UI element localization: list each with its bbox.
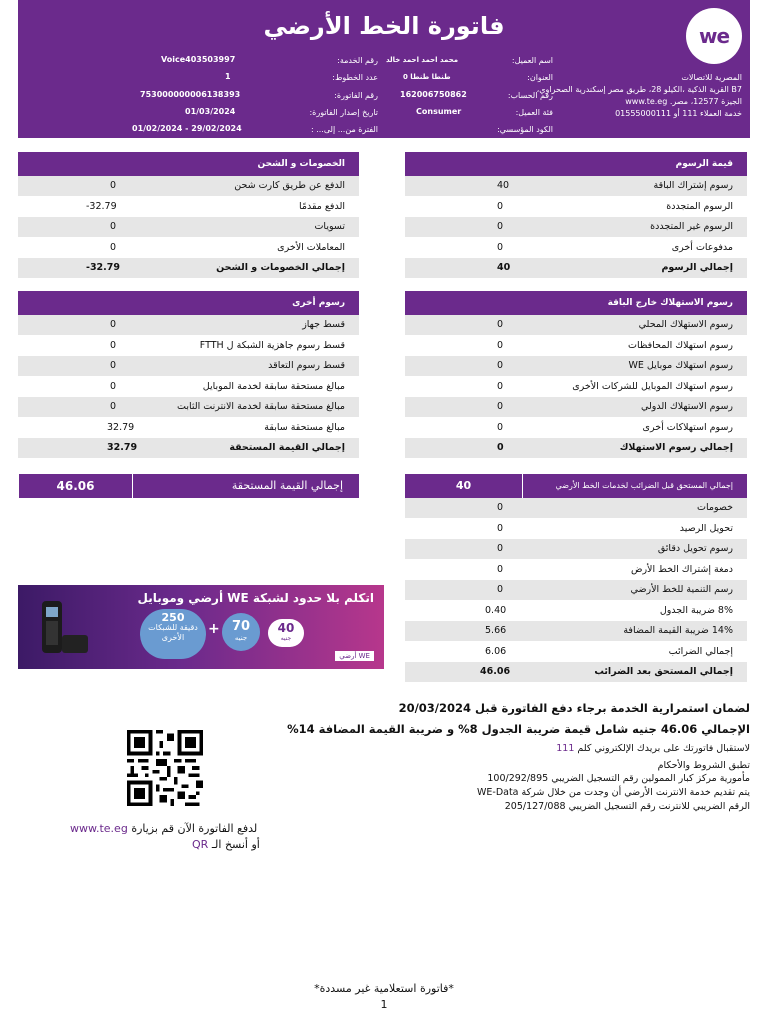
address-label: العنوان: — [527, 73, 553, 82]
taxes-table — [405, 474, 747, 683]
table-row: قسط رسوم التعاقد 0 — [18, 356, 359, 377]
table-row: رسوم استهلاك الموبايل للشركات الأخرى 0 — [405, 377, 747, 398]
billing-period: 01/02/2024 - 29/02/2024 — [132, 124, 242, 133]
lines-count-label: عدد الخطوط: — [332, 73, 378, 82]
tax-office-note: مأمورية مركز كبار الممولين رقم التسجيل الضريبي 100/292/895 — [487, 773, 750, 784]
customer-name: محمد احمد احمد خالد — [386, 56, 459, 64]
table-total-row: إجمالي رسوم الاستهلاك 0 — [405, 438, 747, 459]
invoice-no-label: رقم الفاتورة: — [334, 91, 378, 100]
taxes-header — [405, 474, 747, 498]
account-no-label: رقم الحساب: — [507, 91, 553, 100]
offer-70-badge: 70 جنيه — [222, 613, 260, 651]
amount-due-value: 46.06 — [18, 474, 132, 498]
total-note: الإجمالي 46.06 جنيه شامل قيمة ضريبة الجدول 8% و ضريبة القيمة المضافة 14% — [287, 722, 750, 736]
website-link[interactable]: www.te.eg — [70, 822, 128, 835]
other-fees-table-header: رسوم أخرى — [18, 291, 359, 315]
usage-table-header: رسوم الاستهلاك خارج الباقة — [405, 291, 747, 315]
table-row: إجمالي الضرائب 6.06 — [405, 642, 747, 663]
qr-code[interactable] — [125, 730, 205, 806]
discounts-table-header: الخصومات و الشحن — [18, 152, 359, 176]
banner-headline: اتكلم بلا حدود لشبكة WE أرضي وموبايل — [137, 591, 374, 605]
table-row: رسوم استهلاك موبايل WE 0 — [405, 356, 747, 377]
pre-tax-total: 40 — [405, 474, 523, 498]
promo-banner[interactable] — [18, 585, 384, 669]
offer-minutes-badge: 250 دقيقة للشبكات الأخرى — [140, 609, 206, 659]
table-row: رسم التنمية للخط الأرضي 0 — [405, 580, 747, 601]
qr-instruction: أو أنسخ الـ QR — [192, 838, 260, 851]
other-fees-table — [18, 291, 359, 459]
customer-class-label: فئة العميل: — [515, 108, 553, 117]
page-number: 1 — [380, 998, 388, 1011]
table-total-row: إجمالي الرسوم 40 — [405, 258, 747, 279]
table-row: 8% ضريبة الجدول 0.40 — [405, 601, 747, 622]
invoice-no: 753000000006138393 — [140, 90, 241, 99]
table-row: رسوم الاستهلاك المحلي 0 — [405, 315, 747, 336]
service-no: Voice403503997 — [161, 55, 236, 64]
table-row: مبالغ مستحقة سابقة لخدمة الانترنت الثابت 0 — [18, 397, 359, 418]
amount-due-bar — [18, 474, 359, 498]
account-no: 162006750862 — [400, 90, 467, 99]
email-note: لاستقبال فاتورتك على بريدك الإلكتروني كلم 111 — [556, 743, 750, 754]
table-row: رسوم الاستهلاك الدولي 0 — [405, 397, 747, 418]
table-row: قسط جهاز 0 — [18, 315, 359, 336]
table-row: مبالغ مستحقة سابقة 32.79 — [18, 418, 359, 439]
table-total-row: إجمالي القيمة المستحقة 32.79 — [18, 438, 359, 459]
usage-table — [405, 291, 747, 459]
table-row: رسوم استهلاك المحافظات 0 — [405, 336, 747, 357]
table-row: تسويات 0 — [18, 217, 359, 238]
issue-date-label: تاريخ إصدار الفاتورة: — [309, 108, 378, 117]
plus-icon: + — [208, 621, 220, 637]
internet-provider-note: يتم تقديم خدمة الانترنت الأرضي أن وجدت من خلال شركة WE-Data — [477, 787, 750, 798]
table-row: الرسوم غير المتجددة 0 — [405, 217, 747, 238]
table-row: الدفع عن طريق كارت شحن 0 — [18, 176, 359, 197]
table-row: رسوم تحويل دقائق 0 — [405, 539, 747, 560]
we-logo: we — [686, 8, 742, 64]
table-row: الدفع مقدمًا -32.79 — [18, 197, 359, 218]
table-row: رسوم إشتراك الباقة 40 — [405, 176, 747, 197]
table-row: المعاملات الأخرى 0 — [18, 238, 359, 259]
fees-table-header: قيمة الرسوم — [405, 152, 747, 176]
table-row: خصومات 0 — [405, 498, 747, 519]
page-title: فاتورة الخط الأرضي — [263, 12, 505, 40]
due-date-note: لضمان استمرارية الخدمة برجاء دفع الفاتورة قبل 20/03/2024 — [398, 701, 750, 715]
offer-40-badge: 40 جنيه — [268, 619, 304, 647]
terms-note[interactable]: تطبق الشروط والأحكام — [657, 760, 750, 771]
phone-icon — [24, 587, 96, 669]
issue-date: 01/03/2024 — [185, 107, 236, 116]
pre-tax-label: إجمالي المستحق قبل الضرائب لخدمات الخط الأرضي — [555, 481, 733, 490]
period-label: الفترة من... إلى... : — [310, 125, 378, 134]
customer-class: Consumer — [416, 107, 462, 116]
service-no-label: رقم الخدمة: — [337, 56, 378, 65]
disclaimer: *فاتورة استعلامية غير مسددة* — [314, 982, 454, 995]
table-row: رسوم استهلاكات أخرى 0 — [405, 418, 747, 439]
brand-tag: WE أرضي — [335, 651, 374, 661]
amount-due-label: إجمالي القيمة المستحقة — [132, 474, 359, 498]
table-total-row: إجمالي المستحق بعد الضرائب 46.06 — [405, 662, 747, 683]
fees-table — [405, 152, 747, 279]
table-row: قسط رسوم جاهزية الشبكة ل FTTH 0 — [18, 336, 359, 357]
company-info: المصرية للاتصالات B7 القرية الذكية ،الكيلو 28، طريق مصر إسكندرية الصحراوي، الجيزة 12577، مصر. www.te.eg خدمة العملاء 111 أو 01555000111 — [536, 73, 742, 118]
qr-word: QR — [192, 838, 209, 851]
hotline-number: 111 — [556, 743, 575, 754]
lines-count: 1 — [225, 72, 231, 81]
table-row: 14% ضريبة القيمة المضافة 5.66 — [405, 621, 747, 642]
corporate-code-label: الكود المؤسسي: — [497, 125, 553, 134]
discounts-table — [18, 152, 359, 279]
table-row: مدفوعات أخرى 0 — [405, 238, 747, 259]
address: طنطا طنطا 0 — [403, 73, 451, 81]
table-row: مبالغ مستحقة سابقة لخدمة الموبايل 0 — [18, 377, 359, 398]
table-row: تحويل الرصيد 0 — [405, 519, 747, 540]
invoice-header — [18, 0, 750, 138]
pay-instruction: لدفع الفاتورة الآن قم بزيارة www.te.eg — [70, 822, 258, 835]
table-row: دمغة إشتراك الخط الأرض 0 — [405, 560, 747, 581]
internet-tax-note: الرقم الضريبي للانترنت رقم التسجيل الضريبي 205/127/088 — [504, 801, 750, 812]
customer-name-label: اسم العميل: — [511, 56, 553, 65]
table-total-row: إجمالي الخصومات و الشحن -32.79 — [18, 258, 359, 279]
table-row: الرسوم المتجددة 0 — [405, 197, 747, 218]
